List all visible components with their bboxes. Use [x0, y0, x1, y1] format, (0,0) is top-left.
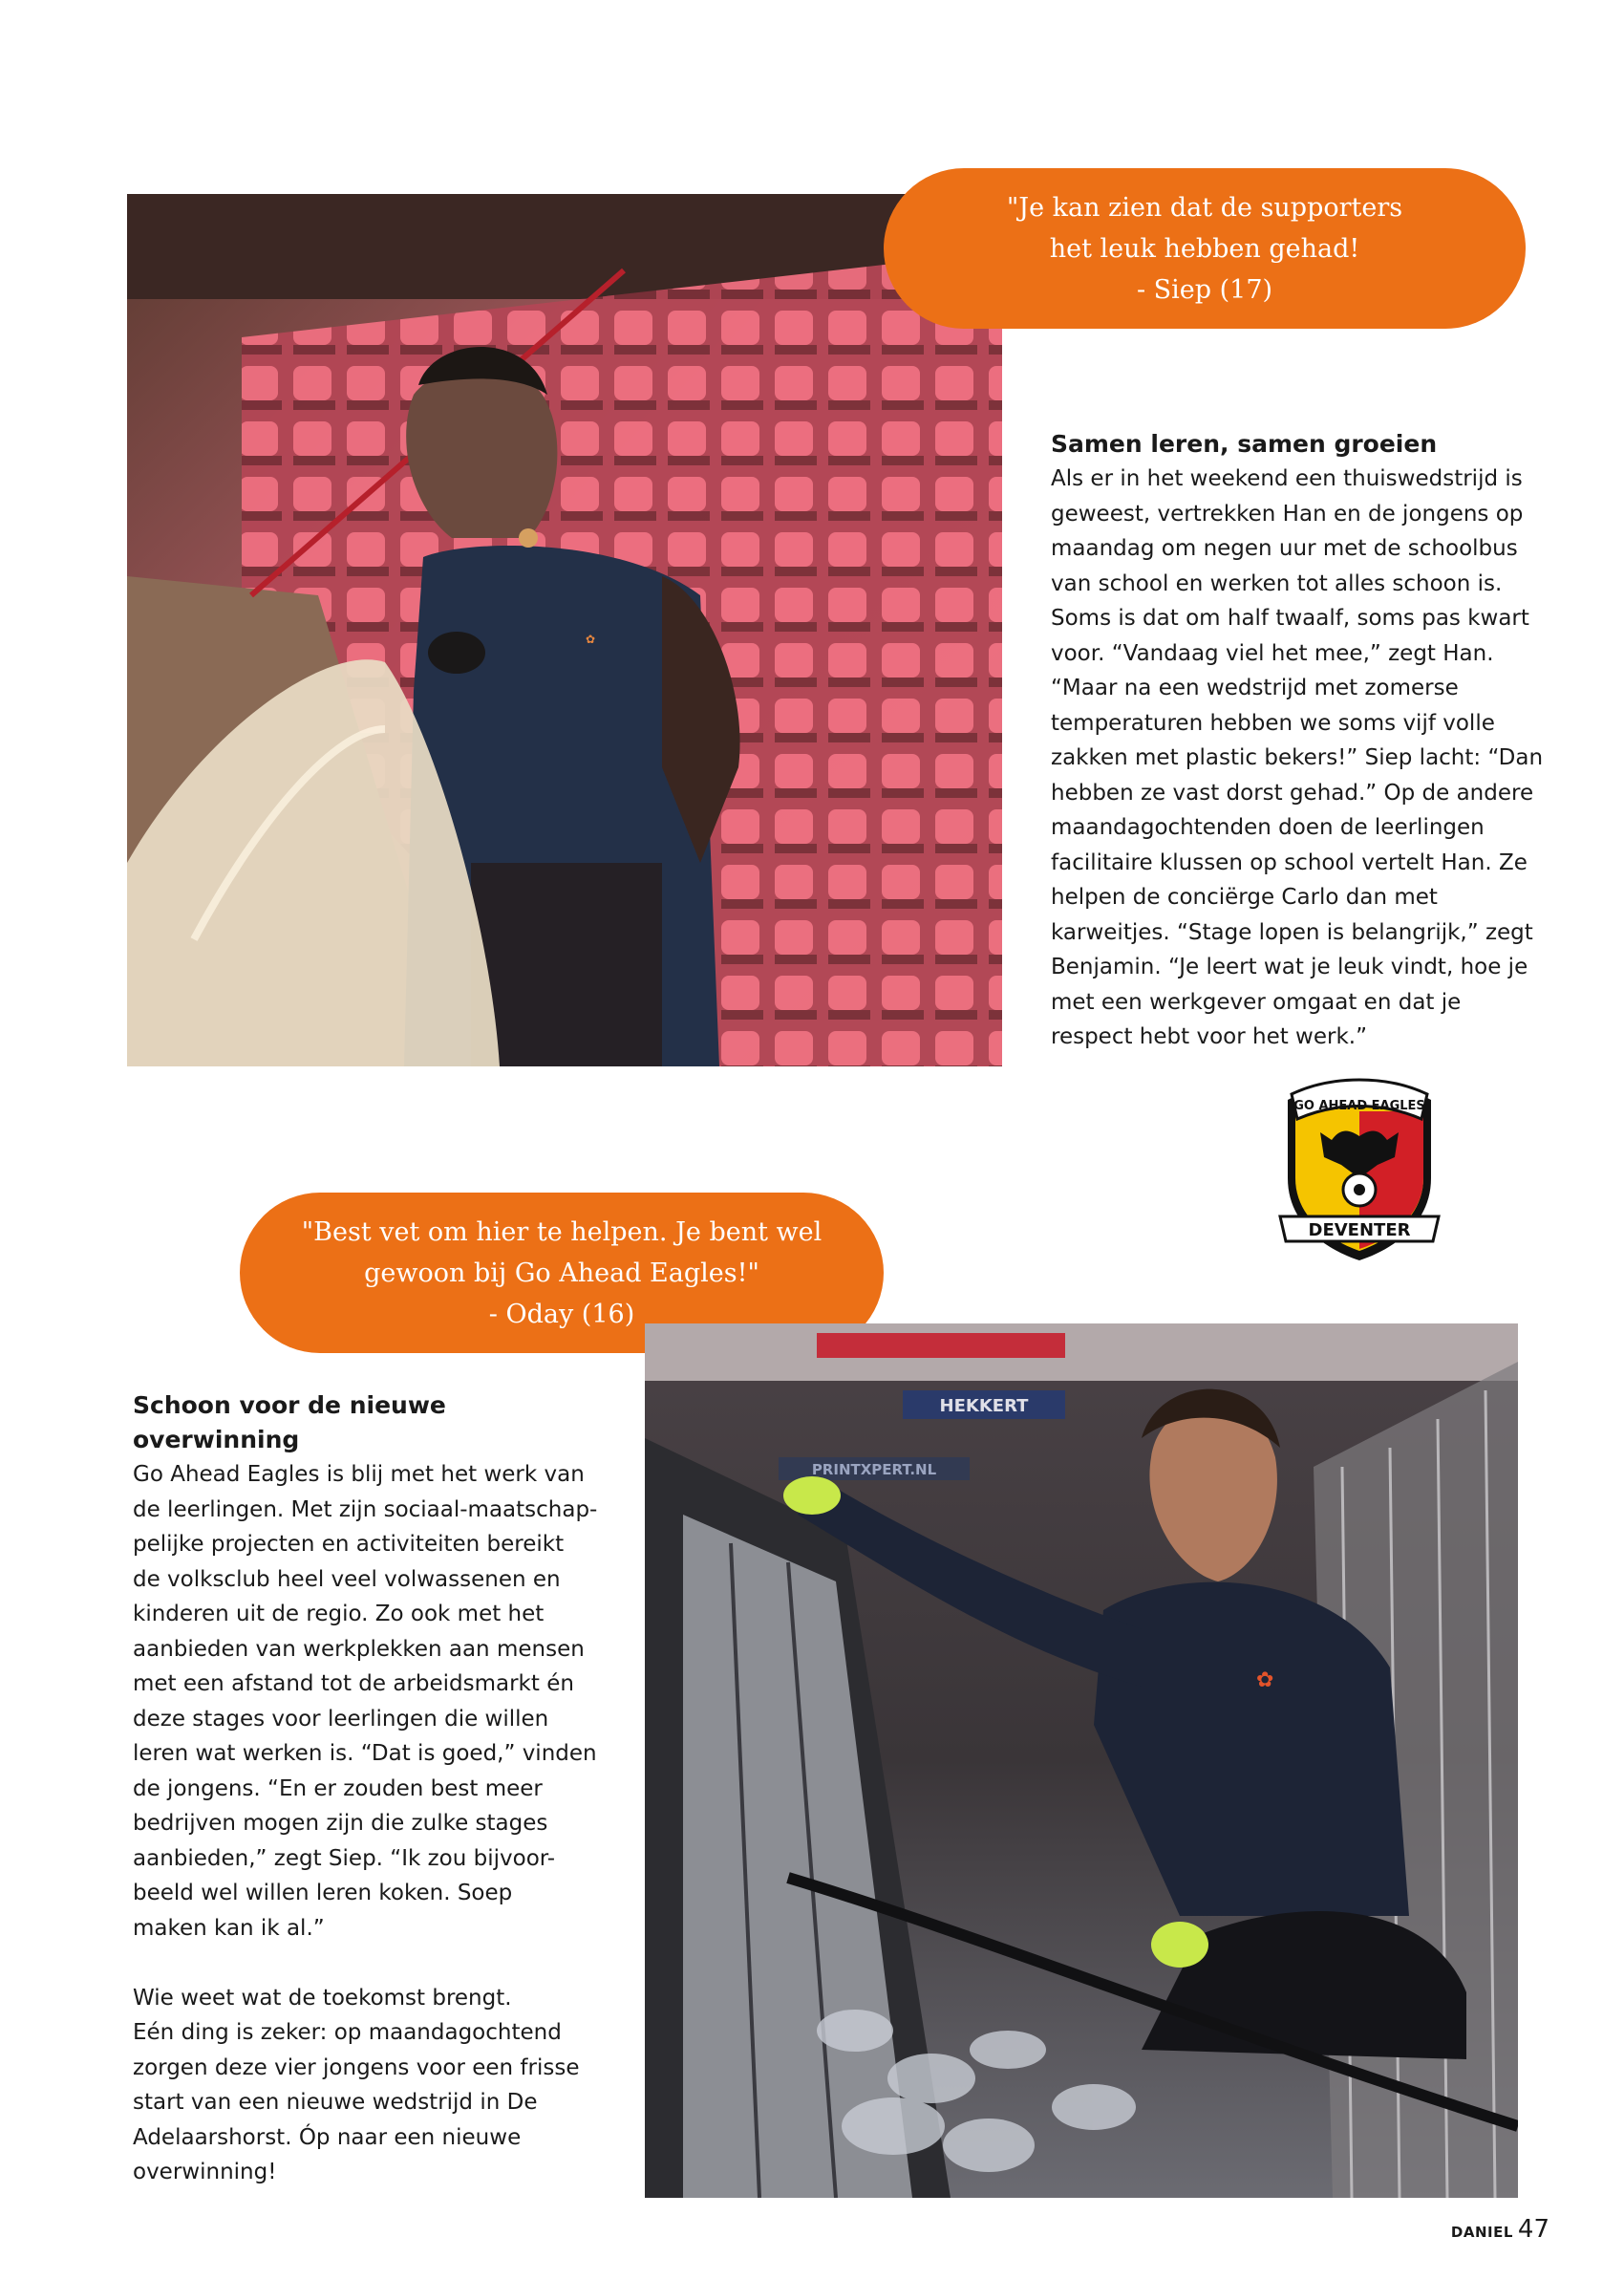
- quote-siep-line-1: "Je kan zien dat de supporters: [1006, 192, 1403, 223]
- body-line: de jongens. “En er zouden best meer: [133, 1775, 543, 1801]
- section-heading-schoon: [133, 1388, 601, 1457]
- body-line: Adelaarshorst. Óp naar een nieuwe: [133, 2124, 522, 2150]
- body-line: facilitaire klussen op school vertelt Han. Ze: [1051, 850, 1528, 875]
- body-line: kinderen uit de regio. Zo ook met het: [133, 1602, 545, 1626]
- body-line: met een afstand tot de arbeidsmarkt én: [133, 1671, 574, 1696]
- body-line: de volksclub heel veel volwassenen en: [133, 1566, 561, 1592]
- section-body-samen-leren: [1051, 462, 1567, 1055]
- quote-siep-line-2: het leuk hebben gehad!: [1049, 233, 1360, 264]
- page-footer: [1451, 2215, 1549, 2247]
- body-line: zorgen deze vier jongens voor een frisse: [133, 2054, 580, 2080]
- section-closing-paragraph: [133, 1981, 601, 2190]
- section-heading-line: overwinning: [133, 1426, 300, 1453]
- quote-siep-attribution: - Siep (17): [1136, 274, 1273, 305]
- body-line: aanbieden van werkplekken aan mensen: [133, 1636, 585, 1662]
- body-line: van school en werken tot alles schoon is.: [1051, 570, 1503, 596]
- section-body-schoon: [133, 1457, 601, 1946]
- badge-bottom-text: DEVENTER: [1308, 1220, 1411, 1240]
- body-line: met een werkgever omgaat en dat je: [1051, 989, 1462, 1015]
- page-number: 47: [1517, 2215, 1549, 2244]
- go-ahead-eagles-logo: [1274, 1073, 1444, 1264]
- body-line: aanbieden,” zegt Siep. “Ik zou bijvoor-: [133, 1845, 556, 1871]
- photo-cleaning-boards: [645, 1323, 1518, 2198]
- body-line: beeld wel willen leren koken. Soep: [133, 1881, 513, 1905]
- body-line: maandag om negen uur met de schoolbus: [1051, 536, 1518, 561]
- photo-stadium-stands-image: [127, 194, 1002, 1066]
- quote-oday-line-1: "Best vet om hier te helpen. Je bent wel: [301, 1216, 823, 1247]
- body-line: Benjamin. “Je leert wat je leuk vindt, hoe je: [1051, 955, 1528, 979]
- body-line: geweest, vertrekken Han en de jongens op: [1051, 501, 1524, 527]
- sign-hekkert: HEKKERT: [939, 1396, 1029, 1416]
- body-line: hebben ze vast dorst gehad.” Op de andere: [1051, 780, 1534, 806]
- sign-printxpert: PRINTXPERT.NL: [811, 1461, 937, 1478]
- body-line: start van een nieuwe wedstrijd in De: [133, 2090, 538, 2115]
- magazine-brand: DANIEL: [1450, 2224, 1513, 2241]
- section-heading-line: Schoon voor de nieuwe: [133, 1391, 446, 1419]
- badge-top-text: GO AHEAD EAGLES: [1293, 1099, 1425, 1113]
- paragraph-gap: [133, 1946, 601, 1981]
- section-heading-samen-leren: Samen leren, samen groeien: [1051, 430, 1438, 458]
- body-line: Als er in het weekend een thuiswedstrijd is: [1051, 466, 1523, 491]
- svg-text:✿: ✿: [1256, 1668, 1274, 1692]
- go-ahead-eagles-crest-icon: [1274, 1073, 1444, 1264]
- body-line: Wie weet wat de toekomst brengt.: [133, 1985, 512, 2011]
- quote-oday-attribution: - Oday (16): [488, 1299, 635, 1329]
- body-line: zakken met plastic bekers!” Siep lacht: “Dan: [1051, 745, 1544, 770]
- body-line: respect hebt voor het werk.”: [1051, 1024, 1368, 1049]
- pull-quote-siep: [884, 168, 1526, 329]
- photo-cleaning-boards-image: [645, 1323, 1518, 2198]
- body-line: Soms is dat om half twaalf, soms pas kwart: [1051, 606, 1529, 631]
- photo-stadium-stands: [127, 194, 1002, 1066]
- article-section-samen-leren: [1051, 427, 1567, 1055]
- body-line: deze stages voor leerlingen die willen: [133, 1706, 549, 1732]
- body-line: maandagochtenden doen de leerlingen: [1051, 815, 1485, 840]
- svg-text:✿: ✿: [586, 633, 596, 646]
- article-section-schoon: [133, 1388, 601, 2190]
- body-line: temperaturen hebben we soms vijf volle: [1051, 710, 1495, 736]
- body-line: overwinning!: [133, 2160, 277, 2184]
- body-line: Eén ding is zeker: op maandagochtend: [133, 2020, 562, 2045]
- body-line: “Maar na een wedstrijd met zomerse: [1051, 676, 1459, 700]
- body-line: Go Ahead Eagles is blij met het werk van: [133, 1462, 585, 1487]
- body-line: voor. “Vandaag viel het mee,” zegt Han.: [1051, 640, 1494, 666]
- body-line: de leerlingen. Met zijn sociaal-maatschap-: [133, 1496, 598, 1522]
- quote-oday-line-2: gewoon bij Go Ahead Eagles!": [364, 1258, 759, 1288]
- body-line: maken kan ik al.”: [133, 1915, 325, 1941]
- body-line: bedrijven mogen zijn die zulke stages: [133, 1811, 548, 1836]
- body-line: helpen de conciërge Carlo dan met: [1051, 885, 1438, 910]
- body-line: pelijke projecten en activiteiten bereikt: [133, 1532, 565, 1557]
- body-line: leren wat werken is. “Dat is goed,” vinden: [133, 1741, 597, 1766]
- body-line: karweitjes. “Stage lopen is belangrijk,” zegt: [1051, 919, 1533, 945]
